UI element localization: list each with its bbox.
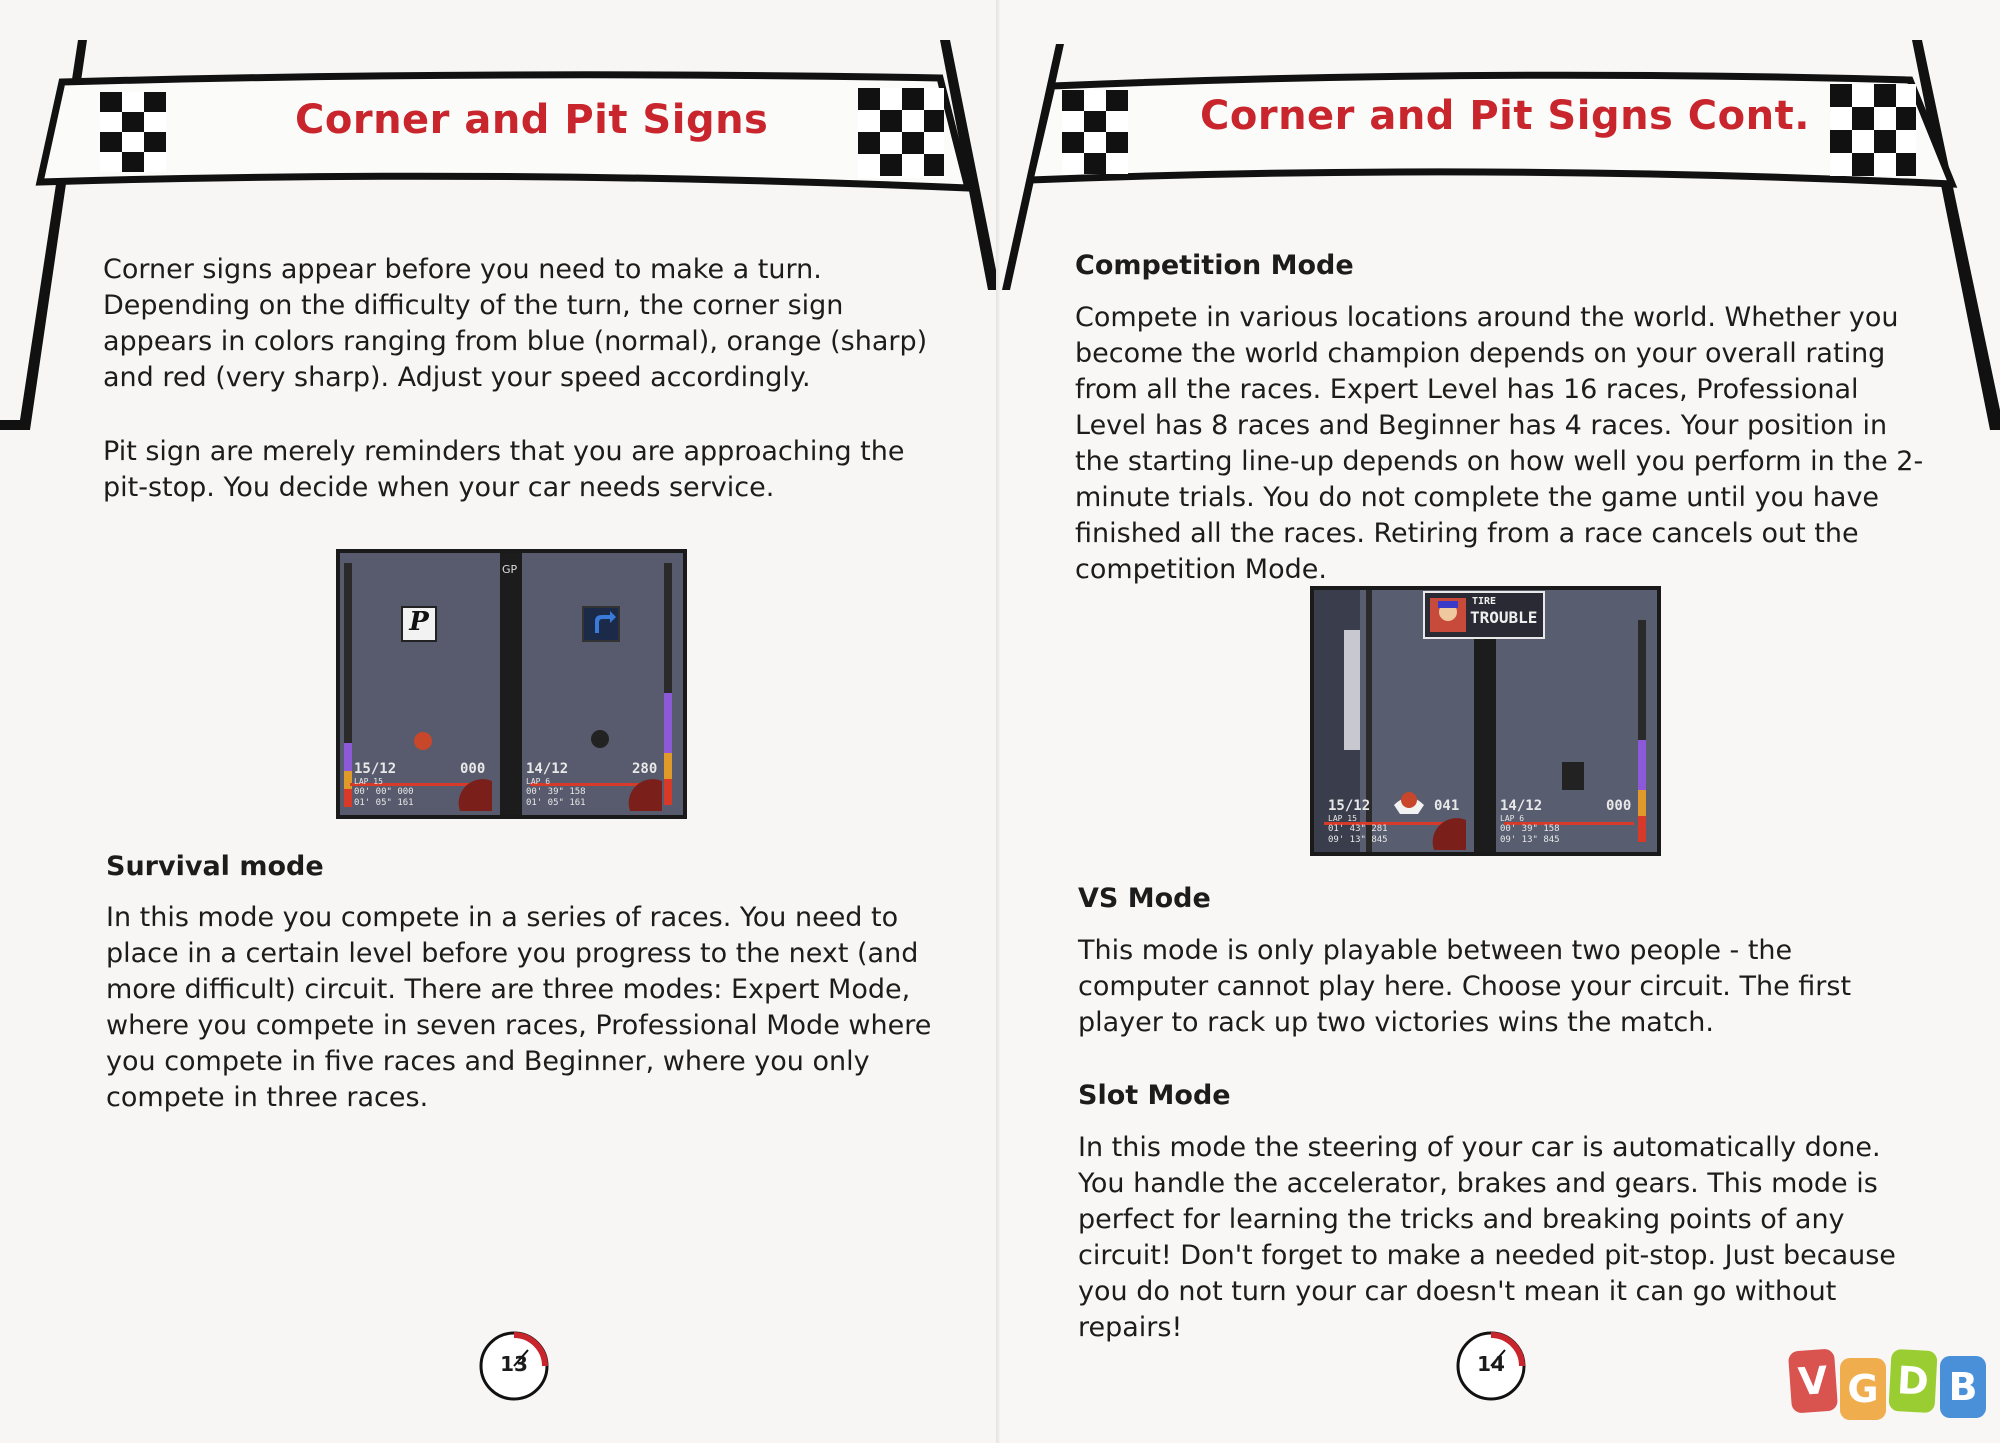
alert-line-1: TIRE: [1472, 596, 1497, 607]
right-time-2: 09' 13" 845: [1500, 835, 1560, 845]
right-lap-counter: 14/12: [526, 761, 569, 777]
right-lap-label: LAP 6: [526, 777, 551, 786]
competition-mode-heading: Competition Mode: [1075, 250, 1354, 281]
pit-sign-letter: P: [409, 607, 429, 637]
left-time-2: 01' 05" 161: [354, 798, 414, 808]
watermark-letter: G: [1840, 1358, 1886, 1420]
player-car-icon: [414, 732, 432, 750]
competition-mode-text: Compete in various locations around the world. Whether you become the world champion depends on your overall rating from all the races. Expert Level has 16 races, Professional Level has 8 races and Beginner has 4 races. Your position in the starting line-up depends on how well you perform in the 2-minute trials. You do not complete the game until you have finished all the races. Retiring from a race cancels out the competition Mode.: [1075, 302, 1924, 585]
survival-mode-heading: Survival mode: [106, 851, 324, 882]
slot-mode-heading: Slot Mode: [1078, 1080, 1231, 1111]
left-score: 000: [460, 761, 486, 777]
left-lap-label: LAP 15: [354, 777, 383, 786]
left-checker-flag: [1062, 90, 1128, 174]
slot-mode-text: In this mode the steering of your car is automatically done. You handle the accelerator, brakes and gears. This mode is perfect for learning the tricks and breaking points of any circuit! Don't forget to make a needed pit-stop. Just because you do not turn your car doesn't mean it can go without repairs!: [1078, 1132, 1896, 1343]
watermark-letter: B: [1940, 1356, 1986, 1418]
right-time-1: 00' 39" 158: [526, 787, 586, 797]
right-time-1: 00' 39" 158: [1500, 824, 1560, 834]
right-page: [1000, 0, 2000, 1443]
left-time-2: 09' 13" 845: [1328, 835, 1388, 845]
watermark-letter: D: [1888, 1349, 1937, 1413]
vgdb-watermark-logo: [1790, 1350, 1990, 1420]
player-car-icon: [1401, 792, 1417, 808]
right-checker-flag: [1830, 84, 1916, 176]
left-time-1: 01' 43" 281: [1328, 824, 1388, 834]
rival-car-icon: [1562, 762, 1584, 790]
left-lap-counter: 15/12: [1328, 798, 1371, 814]
vs-mode-text: This mode is only playable between two people - the computer cannot play here. Choose your circuit. The first player to rack up two victories wins the match.: [1078, 935, 1852, 1038]
right-score: 000: [1606, 798, 1632, 814]
game-screenshot: [336, 549, 687, 819]
page-number: 13: [500, 1352, 528, 1376]
page-number: 14: [1477, 1352, 1505, 1376]
left-lap-label: LAP 15: [1328, 814, 1357, 823]
left-lap-counter: 15/12: [354, 761, 397, 777]
vs-mode-heading: VS Mode: [1078, 883, 1211, 914]
page-title: Corner and Pit Signs: [295, 97, 769, 143]
alert-line-2: TROUBLE: [1470, 608, 1538, 627]
page-number-badge: [478, 1330, 550, 1402]
right-checker-flag: [858, 88, 944, 178]
watermark-letter: V: [1788, 1348, 1838, 1413]
corner-signs-paragraph: Corner signs appear before you need to make a turn. Depending on the difficulty of the turn, the corner sign appears in colors ranging from blue (normal), orange (sharp) and red (very sharp). Adjust your speed accordingly.: [103, 254, 928, 393]
left-time-1: 00' 00" 000: [354, 787, 414, 797]
page-number-badge: [1455, 1330, 1527, 1402]
right-lap-label: LAP 6: [1500, 814, 1525, 823]
right-time-2: 01' 05" 161: [526, 798, 586, 808]
pit-sign-paragraph: Pit sign are merely reminders that you are approaching the pit-stop. You decide when your car needs service.: [103, 436, 905, 503]
survival-mode-text: In this mode you compete in a series of races. You need to place in a certain level before you progress to the next (and more difficult) circuit. There are three modes: Expert Mode, where you compete in seven races, Professional Mode where you compete in five races and Beginner, where you only compete in three races.: [106, 902, 932, 1113]
rival-car-icon: [591, 730, 609, 748]
left-score: 041: [1434, 798, 1460, 814]
left-checker-flag: [100, 92, 166, 172]
screen-center-label: GP: [502, 563, 518, 576]
right-lap-counter: 14/12: [1500, 798, 1543, 814]
page-title: Corner and Pit Signs Cont.: [1200, 93, 1810, 139]
right-score: 280: [632, 761, 658, 777]
game-screenshot: [1310, 586, 1661, 856]
corner-sign-icon: [583, 607, 619, 641]
